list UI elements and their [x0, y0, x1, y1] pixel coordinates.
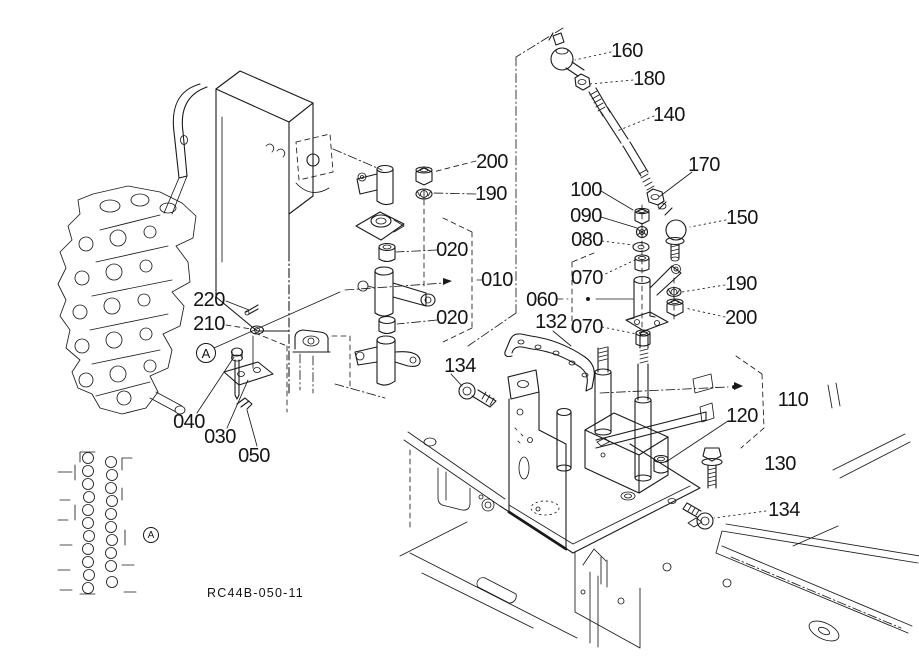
part-label-010: 010	[481, 269, 513, 291]
detail-callout-A-2: A	[143, 527, 159, 543]
part-label-070: 070	[571, 316, 603, 338]
part-label-020: 020	[436, 307, 468, 329]
part-label-100: 100	[570, 179, 602, 201]
part-label-040: 040	[173, 411, 205, 433]
part-label-140: 140	[653, 104, 685, 126]
diagram-code: RC44B-050-11	[207, 586, 304, 600]
part-label-030: 030	[204, 426, 236, 448]
part-label-150: 150	[726, 207, 758, 229]
part-label-050: 050	[238, 445, 270, 467]
part-label-170: 170	[688, 154, 720, 176]
part-label-060: 060	[526, 289, 558, 311]
part-label-020: 020	[436, 239, 468, 261]
part-label-080: 080	[571, 229, 603, 251]
part-label-200: 200	[725, 307, 757, 329]
part-label-132: 132	[535, 311, 567, 333]
part-label-110: 110	[777, 389, 809, 411]
detail-callout-A-1: A	[196, 343, 216, 363]
part-label-120: 120	[726, 405, 758, 427]
part-label-210: 210	[193, 313, 225, 335]
part-label-190: 190	[725, 273, 757, 295]
part-label-070: 070	[571, 267, 603, 289]
part-label-200: 200	[476, 151, 508, 173]
part-label-090: 090	[570, 205, 602, 227]
part-label-220: 220	[193, 289, 225, 311]
part-label-190: 190	[475, 183, 507, 205]
part-label-134: 134	[768, 499, 800, 521]
part-label-160: 160	[611, 40, 643, 62]
part-label-134: 134	[444, 355, 476, 377]
part-label-180: 180	[633, 68, 665, 90]
part-label-130: 130	[764, 453, 796, 475]
